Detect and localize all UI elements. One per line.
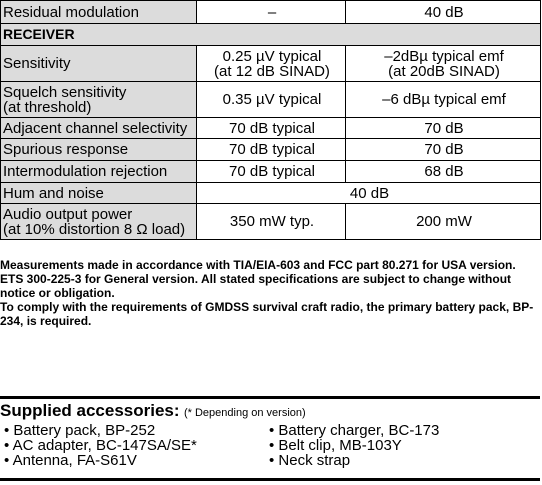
table-row <box>1 161 541 183</box>
accessories-title: Supplied accessories: <box>0 401 180 420</box>
cell-value: 40 dB <box>346 1 541 24</box>
accessories-column-right <box>269 423 539 468</box>
row-label: Intermodulation rejection <box>1 161 197 183</box>
section-header-receiver: RECEIVER <box>1 24 541 46</box>
label-line: Squelch sensitivity <box>3 83 127 101</box>
list-item: • Antenna, FA-S61V <box>4 453 269 468</box>
list-item: • AC adapter, BC-147SA/SE* <box>4 438 269 453</box>
cell-value: – <box>197 1 346 24</box>
cell-value: 70 dB <box>346 139 541 161</box>
cell-value <box>346 46 541 82</box>
accessories-column-left <box>0 423 269 468</box>
list-item: • Battery charger, BC-173 <box>269 423 539 438</box>
row-label: Residual modulation <box>1 1 197 24</box>
cell-line: 0.25 µV typical <box>222 47 322 65</box>
cell-value: 70 dB typical <box>197 161 346 183</box>
cell-line: –2dBµ typical emf <box>384 47 504 65</box>
spec-notes <box>0 258 540 328</box>
accessories-note: (* Depending on version) <box>183 407 306 419</box>
cell-value: 350 mW typ. <box>197 204 346 240</box>
note-paragraph: Measurements made in accordance with TIA/EIA-603 and FCC part 80.271 for USA version. ETS 300-225-3 for General version. All stated specifications are subject to change without notice or obligation. <box>0 258 516 300</box>
table-row <box>1 183 541 204</box>
table-row <box>1 82 541 118</box>
row-label: Hum and noise <box>1 183 197 204</box>
cell-line: (at 20dB SINAD) <box>388 62 500 80</box>
row-label <box>1 82 197 118</box>
cell-line: (at 12 dB SINAD) <box>214 62 330 80</box>
list-item: • Battery pack, BP-252 <box>4 423 269 438</box>
label-line: (at 10% distortion 8 Ω load) <box>3 220 186 238</box>
cell-value: –6 dBµ typical emf <box>346 82 541 118</box>
section-header-row <box>1 24 541 46</box>
cell-value: 40 dB <box>197 183 541 204</box>
cell-value: 70 dB <box>346 118 541 139</box>
accessories-list <box>0 423 540 468</box>
cell-value: 70 dB typical <box>197 118 346 139</box>
row-label: Sensitivity <box>1 46 197 82</box>
note-paragraph: To comply with the requirements of GMDSS survival craft radio, the primary battery pack, BP-234, is required. <box>0 300 534 328</box>
table-row <box>1 139 541 161</box>
accessories-box <box>0 396 540 481</box>
label-line: Audio output power <box>3 205 133 223</box>
cell-value: 68 dB <box>346 161 541 183</box>
accessories-heading <box>0 401 540 423</box>
table-row <box>1 204 541 240</box>
cell-value: 200 mW <box>346 204 541 240</box>
row-label: Adjacent channel selectivity <box>1 118 197 139</box>
cell-value: 0.35 µV typical <box>197 82 346 118</box>
table-row <box>1 1 541 24</box>
list-item: • Neck strap <box>269 453 539 468</box>
row-label: Spurious response <box>1 139 197 161</box>
label-line: (at threshold) <box>3 98 92 116</box>
list-item: • Belt clip, MB-103Y <box>269 438 539 453</box>
row-label <box>1 204 197 240</box>
table-row <box>1 118 541 139</box>
cell-value <box>197 46 346 82</box>
cell-value: 70 dB typical <box>197 139 346 161</box>
spec-table <box>0 0 541 240</box>
table-row <box>1 46 541 82</box>
